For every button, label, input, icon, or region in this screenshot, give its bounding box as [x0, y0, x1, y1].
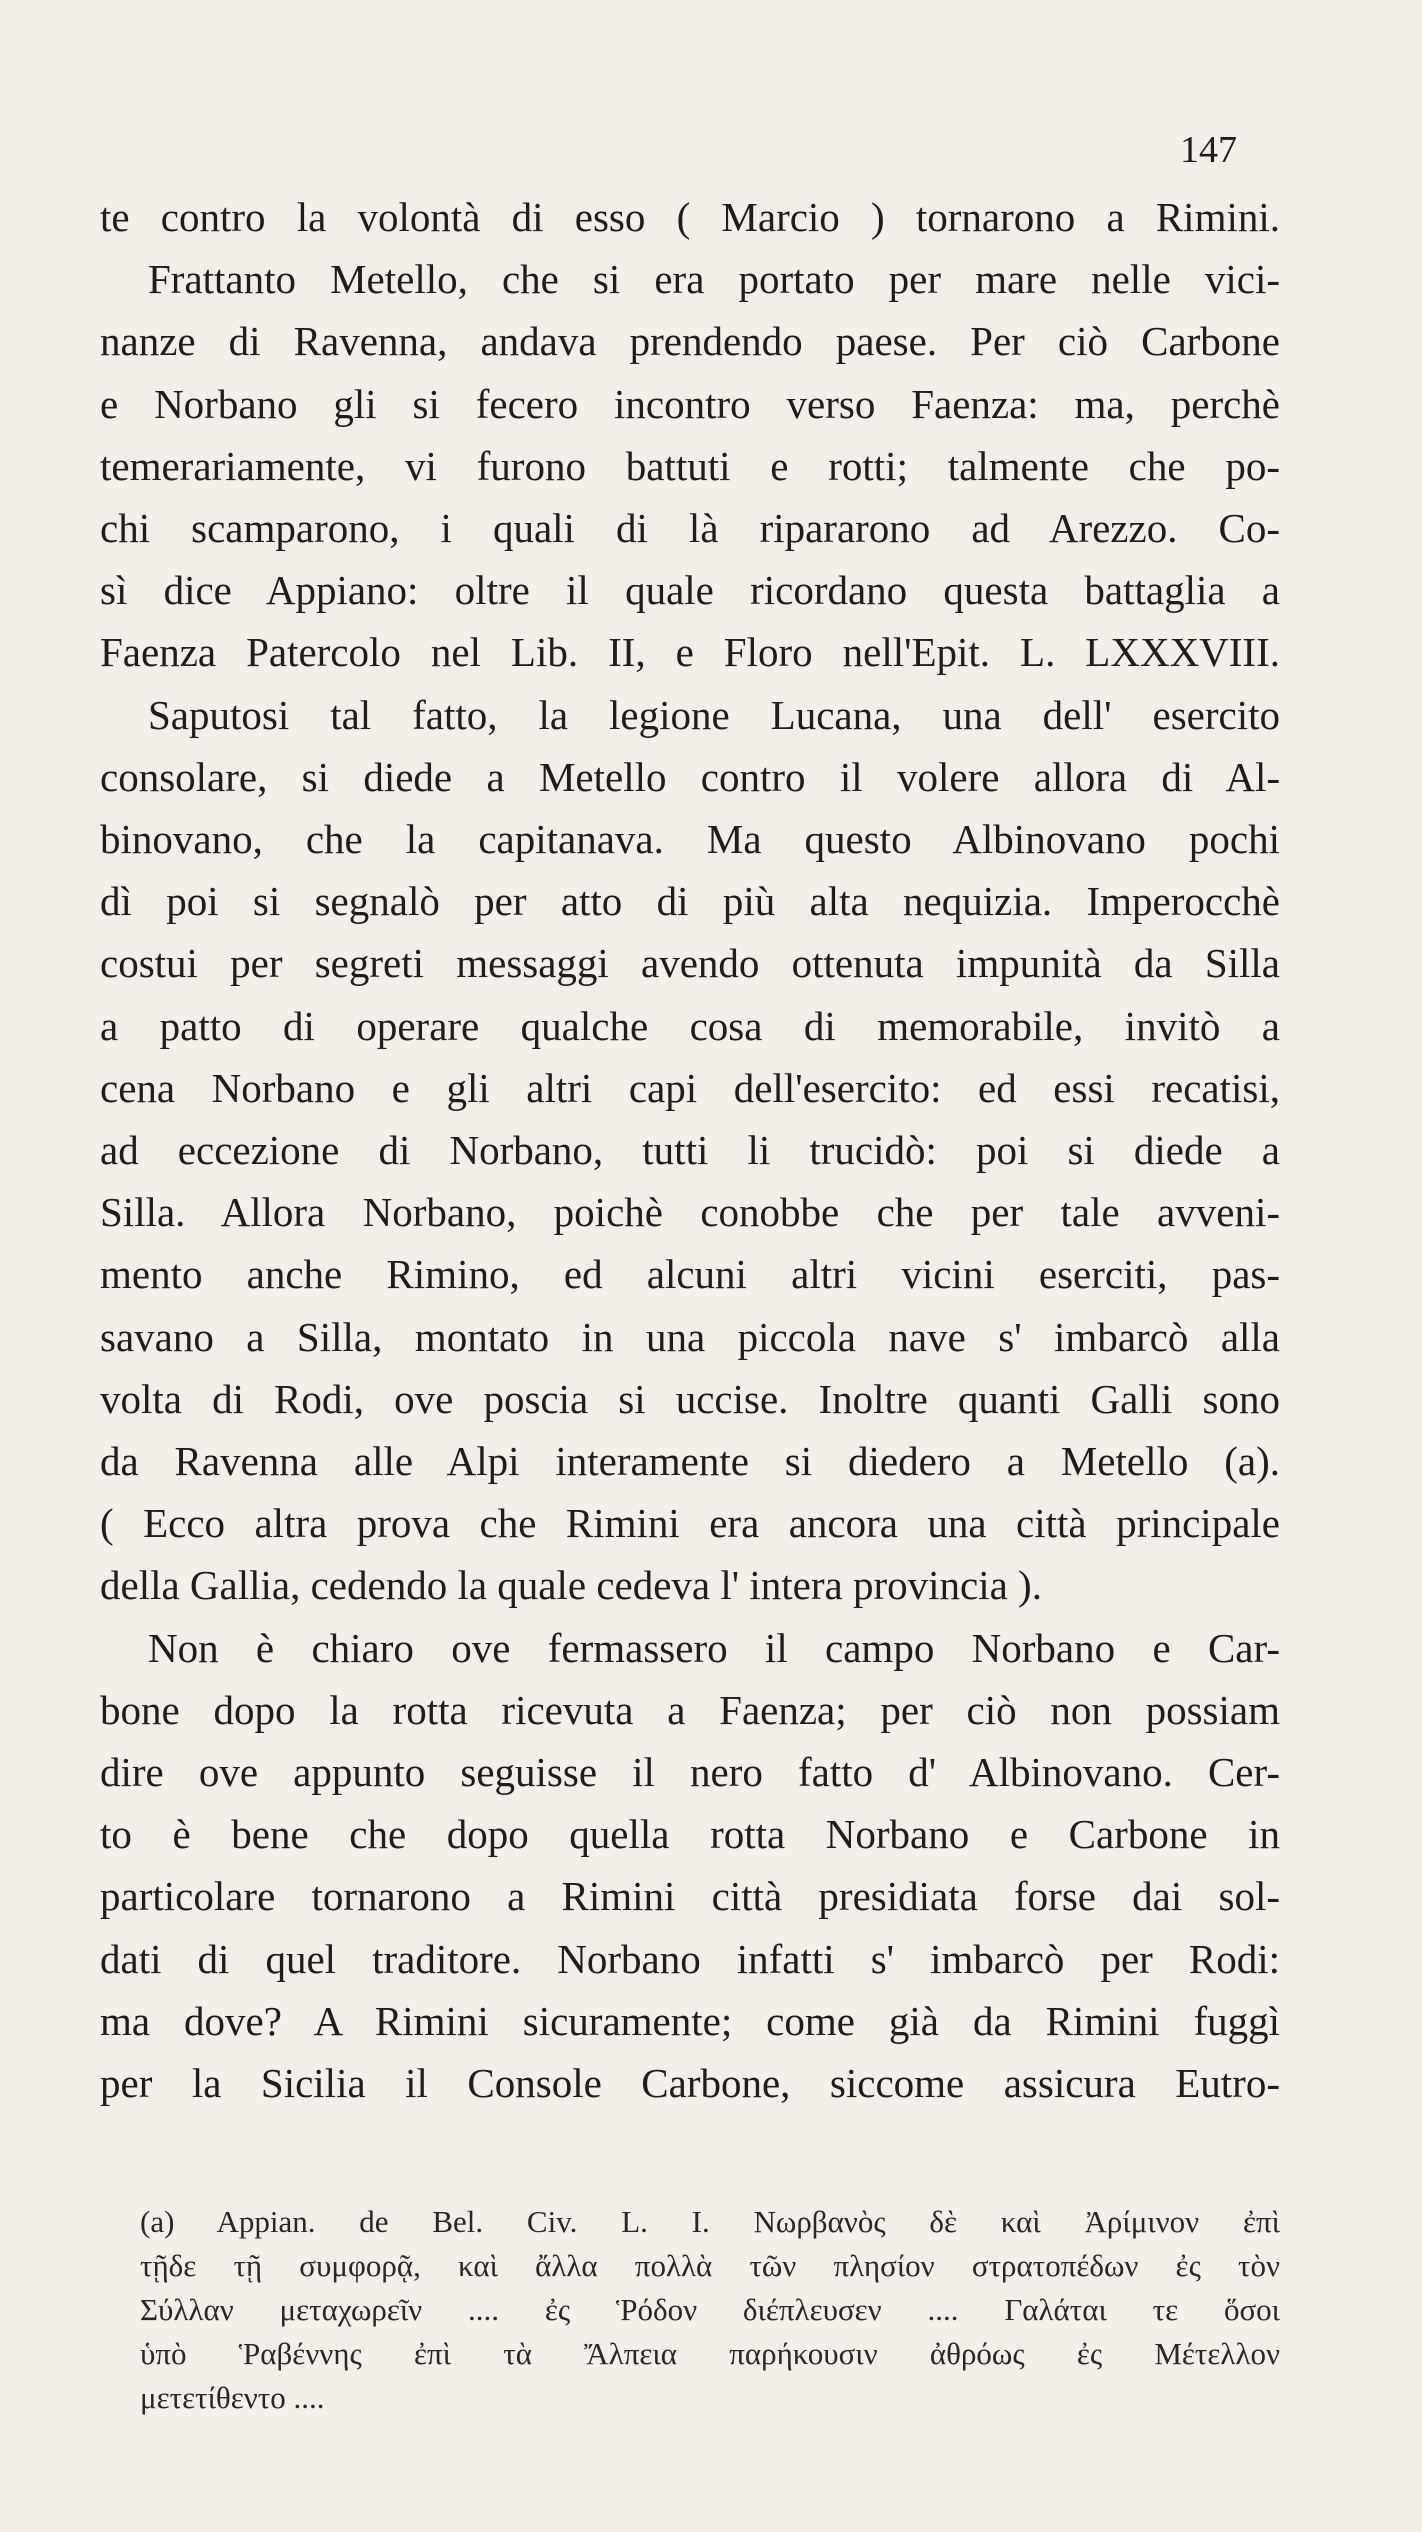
text-line: savano a Silla, montato in una piccola nave s' imbarcò alla [100, 1313, 1280, 1360]
text-line: te contro la volontà di esso ( Marcio ) tornarono a Rimini. [100, 194, 1280, 240]
page-number: 147 [1180, 129, 1237, 171]
text-line: ma dove? A Rimini sicuramente; come già da Rimini fuggì [100, 1997, 1280, 2044]
text-line: della Gallia, cedendo la quale cedeva l' intera provincia ). [100, 1562, 1042, 1609]
text-line: to è bene che dopo quella rotta Norbano e Carbone in [100, 1811, 1280, 1858]
text-line: nanze di Ravenna, andava prendendo paese. Per ciò Carbone [100, 318, 1280, 365]
text-line: a patto di operare qualche cosa di memorabile, invitò a [100, 1002, 1280, 1049]
text-line: particolare tornarono a Rimini città presidiata forse dai sol- [100, 1873, 1280, 1920]
text-line: chi scamparono, i quali di là ripararono ad Arezzo. Co- [100, 505, 1280, 552]
footnote-line: τῇδε τῇ συμφορᾷ, καὶ ἄλλα πολλὰ τῶν πλησίον στρατοπέδων ἐς τὸν [140, 2248, 1280, 2283]
text-line: mento anche Rimino, ed alcuni altri vicini eserciti, pas- [100, 1251, 1280, 1298]
footnote-line: (a) Appian. de Bel. Civ. L. I. Νωρβανὸς δὲ καὶ Ἀρίμινον ἐπὶ [140, 2204, 1280, 2239]
text-line: dati di quel traditore. Norbano infatti s' imbarcò per Rodi: [100, 1935, 1280, 1982]
text-line: Frattanto Metello, che si era portato per mare nelle vici- [148, 256, 1280, 303]
text-line: e Norbano gli si fecero incontro verso Faenza: ma, perchè [100, 380, 1280, 427]
text-line: Faenza Patercolo nel Lib. II, e Floro nell'Epit. L. LXXXVIII. [100, 629, 1280, 676]
footnote-line: Σύλλαν μεταχωρεῖν .... ἐς Ῥόδον διέπλευσεν .... Γαλάται τε ὅσοι [140, 2292, 1280, 2327]
text-line: ad eccezione di Norbano, tutti li trucidò: poi si diede a [100, 1127, 1280, 1174]
text-line: costui per segreti messaggi avendo ottenuta impunità da Silla [100, 940, 1280, 987]
text-line: binovano, che la capitanava. Ma questo Albinovano pochi [100, 816, 1280, 863]
footnote-line: ὑπὸ Ῥαβέννης ἐπὶ τὰ Ἄλπεια παρήκουσιν ἀθρόως ἐς Μέτελλον [140, 2336, 1280, 2371]
text-line: cena Norbano e gli altri capi dell'esercito: ed essi recatisi, [100, 1064, 1280, 1111]
text-line: per la Sicilia il Console Carbone, siccome assicura Eutro- [100, 2060, 1280, 2107]
text-line: temerariamente, vi furono battuti e rotti; talmente che po- [100, 442, 1280, 489]
footnote-line: μετετίθεντο .... [140, 2380, 325, 2415]
text-line: Non è chiaro ove fermassero il campo Norbano e Car- [148, 1624, 1280, 1671]
text-line: ( Ecco altra prova che Rimini era ancora una città principale [100, 1500, 1280, 1547]
text-line: bone dopo la rotta ricevuta a Faenza; per ciò non possiam [100, 1686, 1280, 1733]
text-line: da Ravenna alle Alpi interamente si diedero a Metello (a). [100, 1438, 1280, 1485]
text-line: dì poi si segnalò per atto di più alta nequizia. Imperocchè [100, 878, 1280, 925]
text-line: consolare, si diede a Metello contro il volere allora di Al- [100, 753, 1280, 800]
text-line: Saputosi tal fatto, la legione Lucana, una dell' esercito [148, 691, 1280, 738]
text-line: dire ove appunto seguisse il nero fatto d' Albinovano. Cer- [100, 1749, 1280, 1796]
text-line: sì dice Appiano: oltre il quale ricordano questa battaglia a [100, 567, 1280, 614]
main-text [100, 186, 1280, 2114]
text-line: Silla. Allora Norbano, poichè conobbe che per tale avveni- [100, 1189, 1280, 1236]
footnote [140, 2200, 1280, 2420]
text-line: volta di Rodi, ove poscia si uccise. Inoltre quanti Galli sono [100, 1375, 1280, 1422]
